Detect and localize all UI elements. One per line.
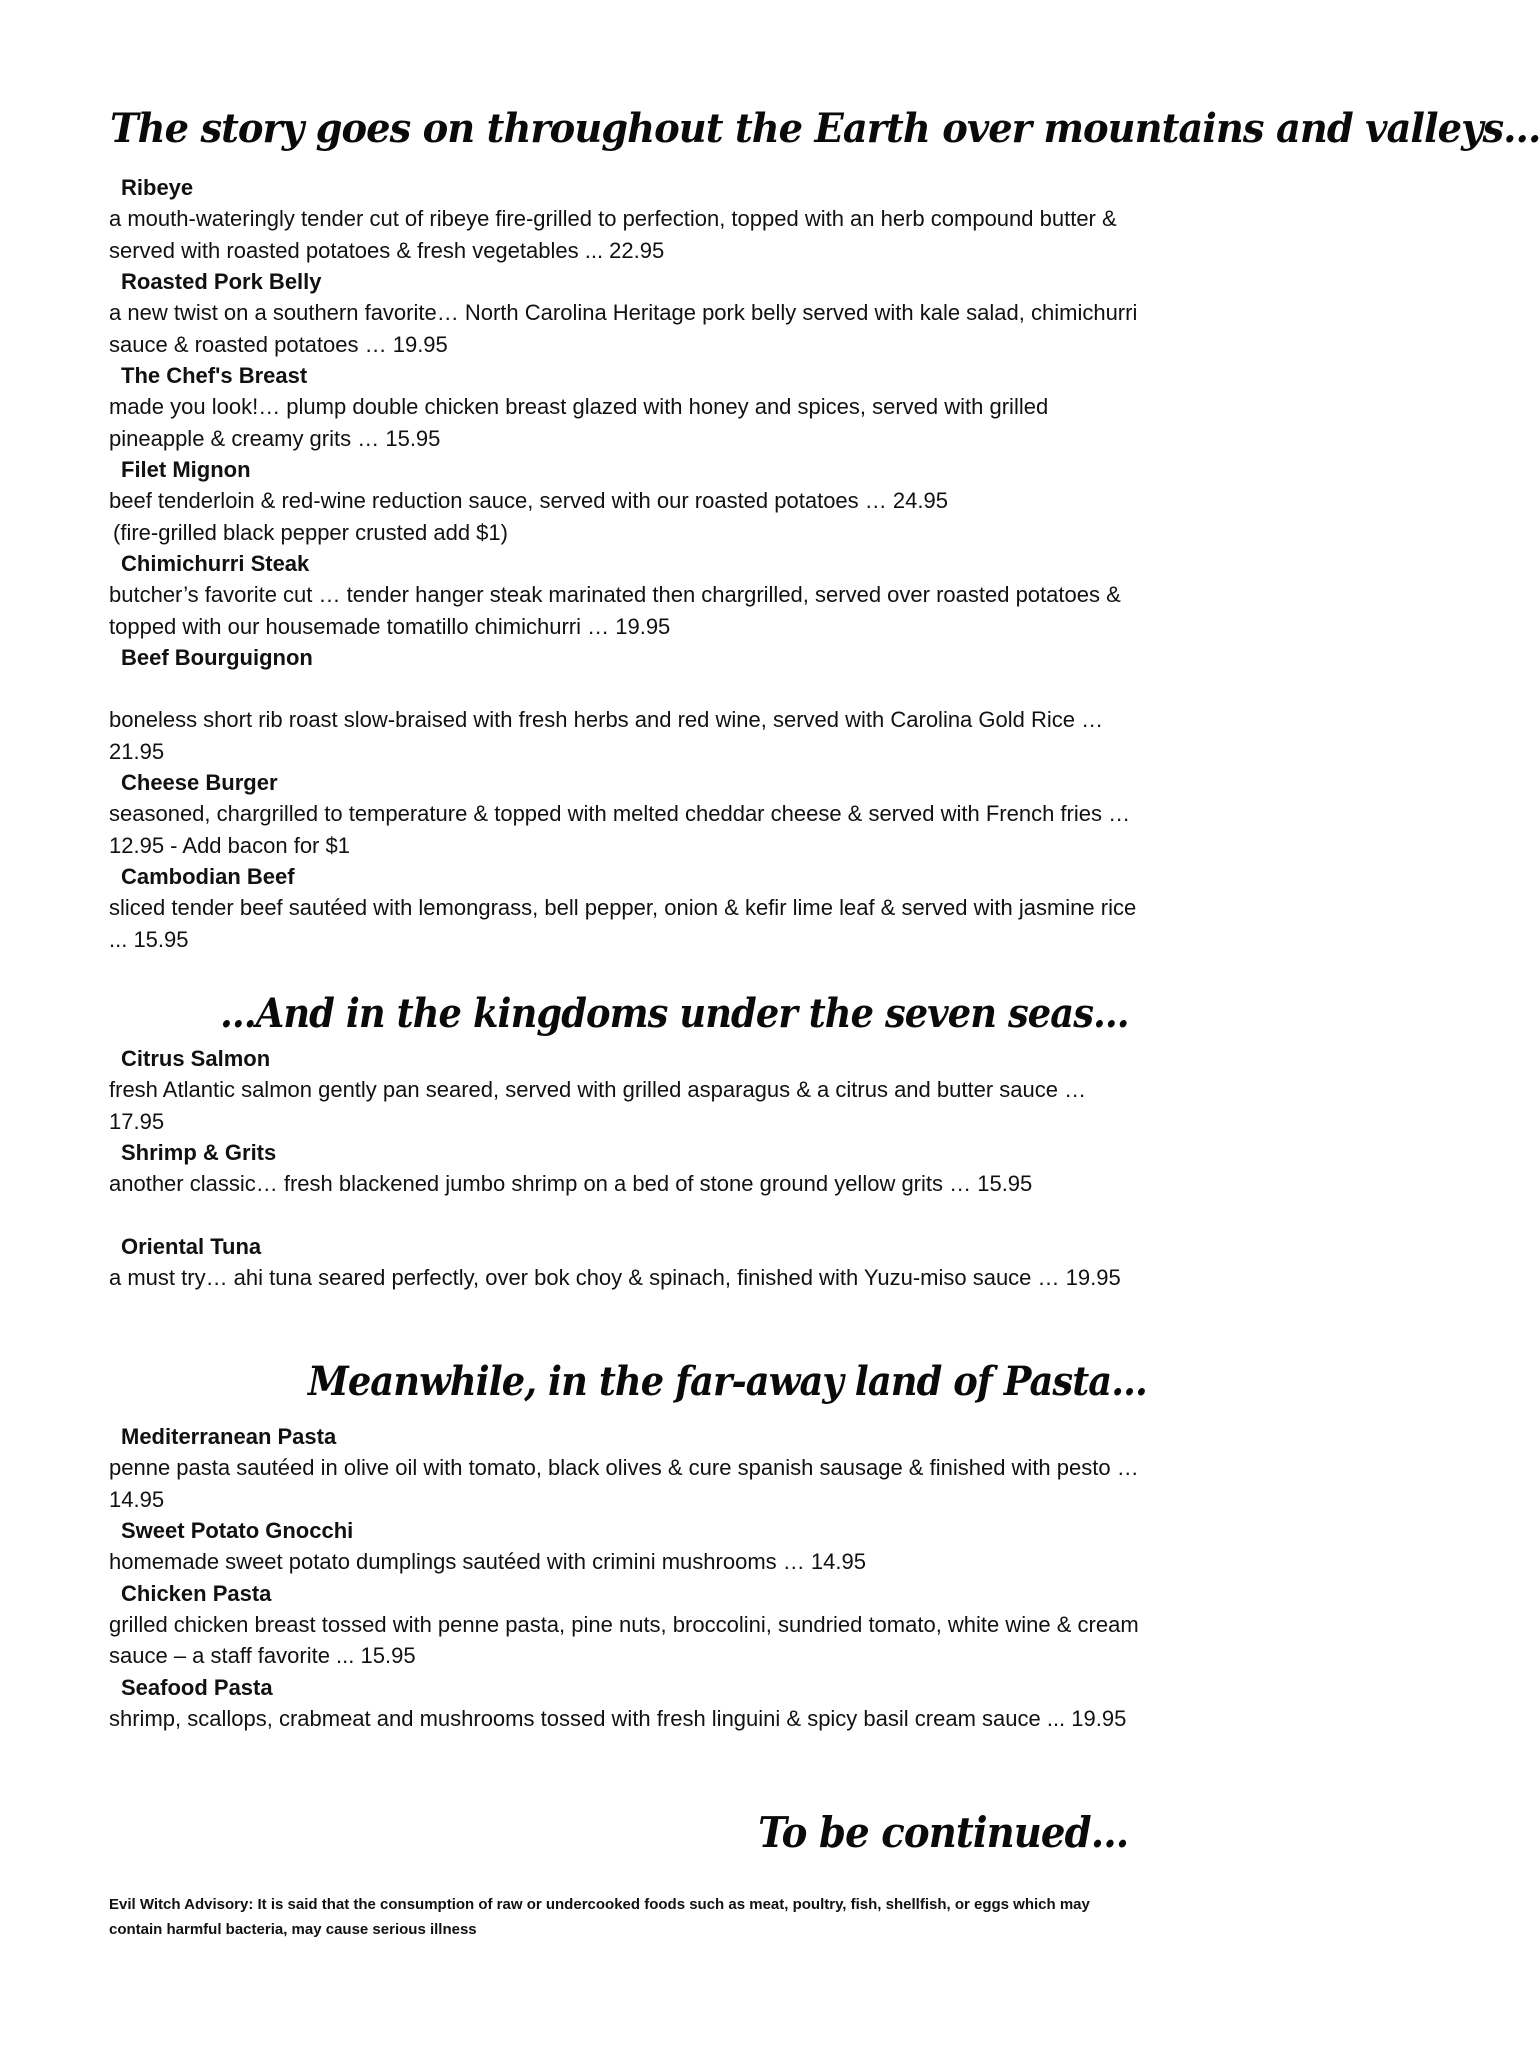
item-description: a must try… ahi tuna seared perfectly, over bok choy & spinach, finished with Yuzu-miso sauce … 19.95: [109, 1264, 1121, 1290]
section-pasta: [109, 1421, 1139, 1734]
item-description: seasoned, chargrilled to temperature & topped with melted cheddar cheese & served with French fries … 12.95 - Add bacon for $1: [109, 801, 1131, 858]
menu-item: [109, 642, 1139, 767]
item-name: Citrus Salmon: [121, 1046, 271, 1071]
item-name: Seafood Pasta: [121, 1674, 273, 1700]
item-description: beef tenderloin & red-wine reduction sauce, served with our roasted potatoes … 24.95: [109, 488, 948, 513]
item-description: a mouth-wateringly tender cut of ribeye fire-grilled to perfection, topped with an herb compound butter & served with roasted potatoes & fresh vegetables ... 22.95: [109, 206, 1117, 263]
heading-continued: To be continued...: [757, 1808, 1128, 1857]
menu-item: [109, 172, 1139, 266]
item-description: another classic… fresh blackened jumbo shrimp on a bed of stone ground yellow grits … 15.95: [109, 1171, 1033, 1196]
item-name: Oriental Tuna: [121, 1233, 262, 1259]
item-description: penne pasta sautéed in olive oil with tomato, black olives & cure spanish sausage & finished with pesto … 14.95: [109, 1455, 1139, 1512]
menu-item: [109, 767, 1139, 861]
item-description: fresh Atlantic salmon gently pan seared, served with grilled asparagus & a citrus and butter sauce … 17.95: [109, 1077, 1087, 1134]
item-name: Shrimp & Grits: [121, 1140, 277, 1165]
item-name: Mediterranean Pasta: [121, 1424, 337, 1449]
menu-item: [109, 1043, 1139, 1137]
item-description: boneless short rib roast slow-braised with fresh herbs and red wine, served with Carolina Gold Rice … 21.95: [109, 707, 1104, 764]
item-name: Chimichurri Steak: [121, 551, 310, 576]
menu-item: [109, 360, 1139, 454]
item-name: Ribeye: [121, 175, 194, 200]
menu-item: [109, 1515, 1139, 1578]
item-name: Cheese Burger: [121, 770, 278, 795]
menu-item: [109, 1578, 1139, 1672]
item-description: a new twist on a southern favorite… North Carolina Heritage pork belly served with kale salad, chimichurri sauce & roasted potatoes … 19.95: [109, 300, 1138, 357]
menu-item: [109, 1231, 1139, 1294]
menu-item: [109, 861, 1139, 955]
item-name: Cambodian Beef: [121, 864, 295, 889]
section-land: [109, 172, 1139, 955]
item-name: The Chef's Breast: [121, 363, 308, 388]
menu-item: [109, 1137, 1139, 1200]
advisory-text: Evil Witch Advisory: It is said that the consumption of raw or undercooked foods such as meat, poultry, fish, shellfish, or eggs which may contain harmful bacteria, may cause serious illness: [109, 1896, 1090, 1938]
menu-item: [109, 266, 1139, 360]
section-sea: [109, 1043, 1139, 1293]
heading-land: The story goes on throughout the Earth over mountains and valleys...: [110, 105, 1540, 152]
item-description: shrimp, scallops, crabmeat and mushrooms tossed with fresh linguini & spicy basil cream sauce ... 19.95: [109, 1705, 1127, 1731]
heading-sea: ...And in the kingdoms under the seven seas...: [220, 990, 1129, 1037]
menu-item: [109, 1421, 1139, 1515]
item-note: (fire-grilled black pepper crusted add $1): [113, 519, 508, 545]
item-description: sliced tender beef sautéed with lemongrass, bell pepper, onion & kefir lime leaf & served with jasmine rice ... 15.95: [109, 895, 1137, 952]
item-name: Filet Mignon: [121, 457, 251, 482]
menu-item: [109, 1672, 1139, 1735]
item-description: made you look!… plump double chicken breast glazed with honey and spices, served with grilled pineapple & creamy grits … 15.95: [109, 394, 1049, 451]
item-name: Sweet Potato Gnocchi: [121, 1518, 354, 1543]
menu-item: [109, 548, 1139, 642]
item-name: Roasted Pork Belly: [121, 269, 322, 294]
item-description: homemade sweet potato dumplings sautéed with crimini mushrooms … 14.95: [109, 1549, 866, 1574]
menu-item: [109, 454, 1139, 548]
item-description: butcher’s favorite cut … tender hanger steak marinated then chargrilled, served over roasted potatoes & topped with our housemade tomatillo chimichurri … 19.95: [109, 582, 1121, 639]
heading-pasta: Meanwhile, in the far-away land of Pasta...: [308, 1358, 1147, 1405]
item-name: Chicken Pasta: [121, 1580, 272, 1606]
item-name: Beef Bourguignon: [121, 645, 313, 670]
item-description: grilled chicken breast tossed with penne pasta, pine nuts, broccolini, sundried tomato, white wine & cream sauce – a staff favorite ... 15.95: [109, 1611, 1139, 1668]
